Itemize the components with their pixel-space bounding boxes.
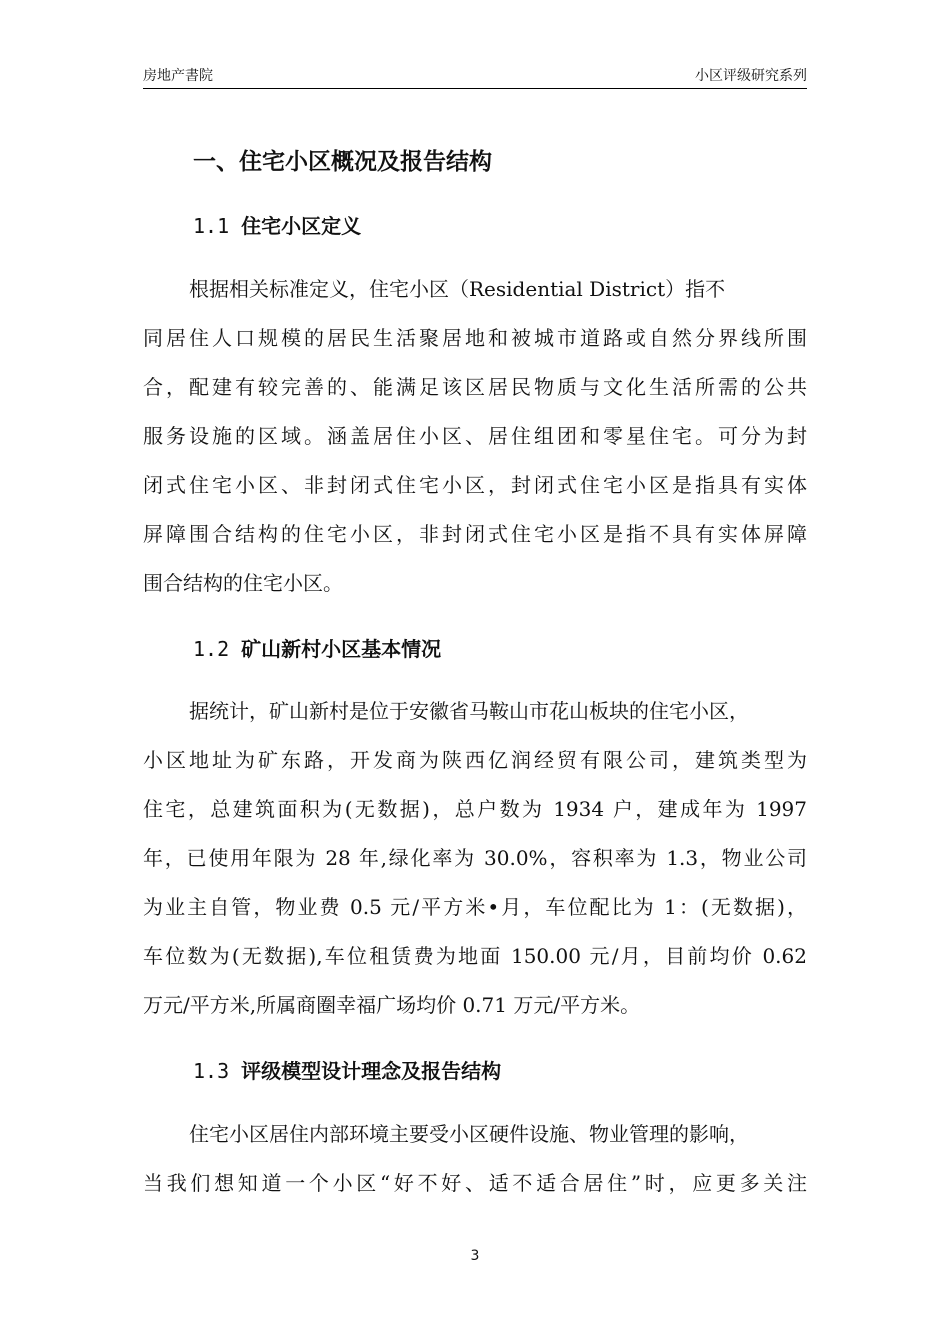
running-header bbox=[143, 66, 807, 89]
section-title: 矿山新村小区基本情况 bbox=[241, 637, 442, 661]
paragraph-model bbox=[143, 1110, 807, 1208]
paragraph-line: 住宅小区居住内部环境主要受小区硬件设施、物业管理的影响， bbox=[189, 1122, 749, 1146]
paragraph-line: 服务设施的区域。涵盖居住小区、居住组团和零星住宅。可分为封 bbox=[143, 424, 807, 448]
header-series: 小区评级研究系列 bbox=[695, 68, 807, 84]
section-title: 评级模型设计理念及报告结构 bbox=[241, 1059, 502, 1083]
paragraph-line: 闭式住宅小区、非封闭式住宅小区，封闭式住宅小区是指具有实体 bbox=[143, 473, 807, 497]
paragraph-line: 住宅，总建筑面积为(无数据)，总户数为 1934 户，建成年为 1997 bbox=[143, 797, 807, 821]
page-number: 3 bbox=[470, 1248, 480, 1264]
section-number: 1.1 bbox=[193, 214, 230, 238]
paragraph-line: 屏障围合结构的住宅小区，非封闭式住宅小区是指不具有实体屏障 bbox=[143, 522, 807, 546]
paragraph-definition bbox=[143, 265, 807, 608]
paragraph-line: 当我们想知道一个小区“好不好、适不适合居住”时，应更多关注 bbox=[143, 1171, 807, 1195]
paragraph-line: 车位数为(无数据),车位租赁费为地面 150.00 元/月，目前均价 0.62 bbox=[143, 944, 807, 968]
header-publisher: 房地产書院 bbox=[143, 68, 213, 84]
section-heading-1-3 bbox=[193, 1056, 501, 1086]
paragraph-line: 合，配建有较完善的、能满足该区居民物质与文化生活所需的公共 bbox=[143, 375, 807, 399]
paragraph-line: 根据相关标准定义，住宅小区（Residential District）指不 bbox=[189, 277, 726, 301]
section-title: 住宅小区定义 bbox=[241, 214, 362, 238]
paragraph-line: 小区地址为矿东路，开发商为陕西亿润经贸有限公司，建筑类型为 bbox=[143, 748, 807, 772]
paragraph-line: 为业主自管，物业费 0.5 元/平方米•月，车位配比为 1：(无数据)， bbox=[143, 895, 807, 919]
paragraph-line: 同居住人口规模的居民生活聚居地和被城市道路或自然分界线所围 bbox=[143, 326, 807, 350]
section-number: 1.3 bbox=[193, 1059, 230, 1083]
chapter-title: 一、住宅小区概况及报告结构 bbox=[193, 149, 492, 175]
section-heading-1-1 bbox=[193, 211, 361, 241]
paragraph-overview bbox=[143, 687, 807, 1030]
paragraph-line: 万元/平方米,所属商圈幸福广场均价 0.71 万元/平方米。 bbox=[143, 993, 641, 1017]
section-heading-1-2 bbox=[193, 634, 441, 664]
paragraph-line: 据统计，矿山新村是位于安徽省马鞍山市花山板块的住宅小区， bbox=[189, 699, 749, 723]
paragraph-line: 围合结构的住宅小区。 bbox=[143, 571, 343, 595]
section-number: 1.2 bbox=[193, 637, 230, 661]
paragraph-line: 年，已使用年限为 28 年,绿化率为 30.0%，容积率为 1.3，物业公司 bbox=[143, 846, 807, 870]
